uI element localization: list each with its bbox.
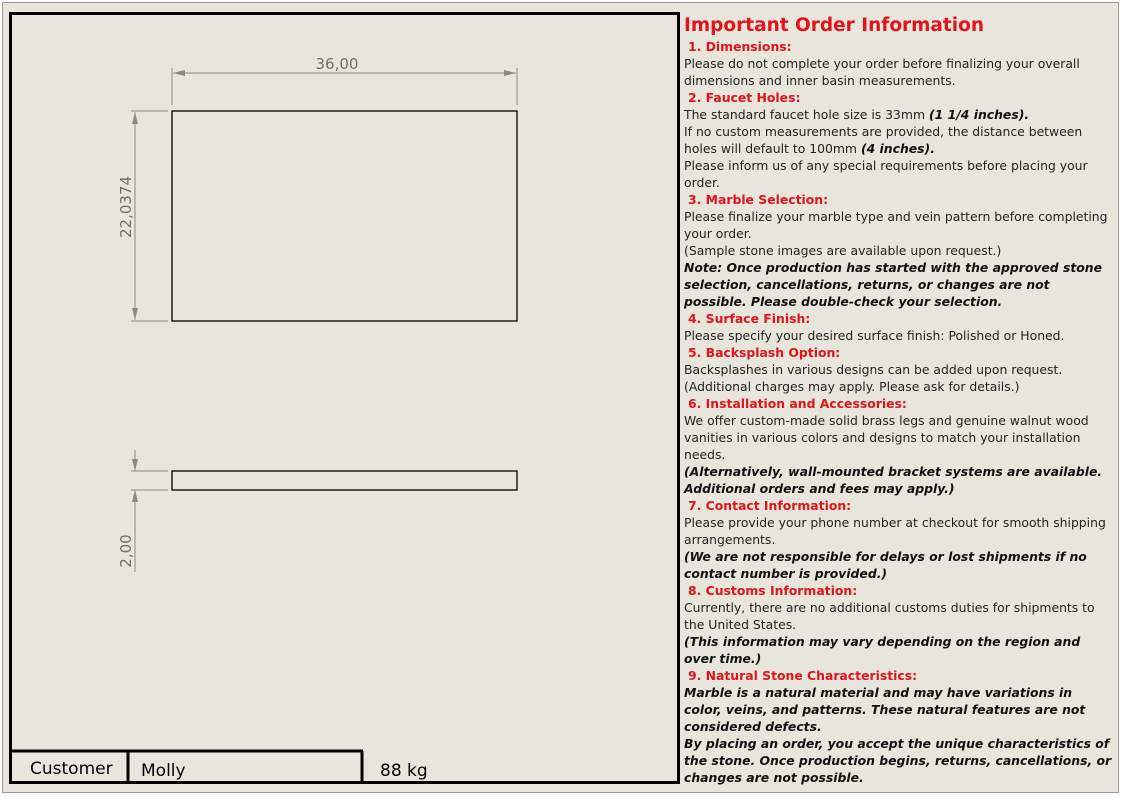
paragraph-text: We offer custom-made solid brass legs and genuine walnut wood vanities in various colors and designs to match your installation needs. xyxy=(684,413,1089,462)
section-heading: 9. Natural Stone Characteristics: xyxy=(688,668,918,683)
section-heading: 6. Installation and Accessories: xyxy=(688,396,907,411)
section-heading: 3. Marble Selection: xyxy=(688,192,829,207)
customer-name: Molly xyxy=(141,761,186,781)
section-heading: 4. Surface Finish: xyxy=(688,311,811,326)
section-paragraph xyxy=(684,514,1114,548)
paragraph-text: Marble is a natural material and may have variations in color, veins, and patterns. These natural features are not considered defects. xyxy=(684,685,1086,734)
height-arrow-bottom xyxy=(132,308,138,320)
height-arrow-top xyxy=(132,112,138,124)
section-paragraph xyxy=(684,378,1114,395)
section-paragraph xyxy=(684,123,1114,157)
section-heading: 1. Dimensions: xyxy=(688,39,792,54)
paragraph-text: Please provide your phone number at checkout for smooth shipping arrangements. xyxy=(684,515,1106,547)
section-heading: 7. Contact Information: xyxy=(688,498,852,513)
section-heading: 5. Backsplash Option: xyxy=(688,345,841,360)
section-paragraph xyxy=(684,208,1114,242)
paragraph-text: The standard faucet hole size is 33mm xyxy=(684,107,930,122)
width-arrow-left xyxy=(173,70,185,76)
section-paragraph xyxy=(684,259,1114,310)
thickness-arrow-bottom xyxy=(132,490,138,502)
thickness-arrow-top xyxy=(132,459,138,471)
section-heading: 8. Customs Information: xyxy=(688,583,858,598)
section-paragraph xyxy=(684,412,1114,463)
section-paragraph xyxy=(684,55,1114,89)
paragraph-text: Please do not complete your order before finalizing your overall dimensions and inner basin measurements. xyxy=(684,56,1080,88)
weight-value: 88 kg xyxy=(380,761,428,781)
section-paragraph xyxy=(684,157,1114,191)
info-title: Important Order Information xyxy=(684,15,984,36)
paragraph-text: Currently, there are no additional customs duties for shipments to the United States. xyxy=(684,600,1095,632)
section-paragraph xyxy=(684,327,1114,344)
paragraph-text: If no custom measurements are provided, the distance between holes will default to 100mm xyxy=(684,124,1083,156)
thickness-dimension-text: 2,00 xyxy=(117,534,135,568)
paragraph-text: Please inform us of any special requirements before placing your order. xyxy=(684,158,1088,190)
width-dimension-text: 36,00 xyxy=(315,55,359,73)
section-paragraph xyxy=(684,242,1114,259)
section-paragraph xyxy=(684,684,1114,735)
section-paragraph xyxy=(684,463,1114,497)
top-view-outline xyxy=(172,111,517,321)
width-arrow-right xyxy=(504,70,516,76)
section-paragraph xyxy=(684,735,1114,786)
height-dimension-text: 22,0374 xyxy=(117,175,135,239)
paragraph-text: (This information may vary depending on the region and over time.) xyxy=(684,634,1081,666)
info-sections xyxy=(684,38,1114,786)
paragraph-text: (Sample stone images are available upon request.) xyxy=(684,243,1002,258)
section-paragraph xyxy=(684,548,1114,582)
section-paragraph xyxy=(684,599,1114,633)
paragraph-text: (Additional charges may apply. Please ask for details.) xyxy=(684,379,1020,394)
paragraph-text: (We are not responsible for delays or lost shipments if no contact number is provided.) xyxy=(684,549,1087,581)
order-information-panel xyxy=(684,14,1114,786)
section-heading: 2. Faucet Holes: xyxy=(688,90,801,105)
paragraph-text: (Alternatively, wall-mounted bracket systems are available. Additional orders and fees may apply.) xyxy=(684,464,1103,496)
paragraph-text: Please finalize your marble type and vein pattern before completing your order. xyxy=(684,209,1108,241)
paragraph-text: (1 1/4 inches). xyxy=(929,107,1030,122)
section-paragraph xyxy=(684,106,1114,123)
section-paragraph xyxy=(684,633,1114,667)
paragraph-text: Please specify your desired surface finish: Polished or Honed. xyxy=(684,328,1065,343)
customer-label: Customer xyxy=(30,759,113,779)
paragraph-text: Backsplashes in various designs can be added upon request. xyxy=(684,362,1063,377)
paragraph-text: By placing an order, you accept the unique characteristics of the stone. Once production begins, returns, cancellations, or changes are not possible. xyxy=(684,736,1112,785)
section-paragraph xyxy=(684,361,1114,378)
paragraph-text: (4 inches). xyxy=(860,141,935,156)
paragraph-text: Note: Once production has started with the approved stone selection, cancellations, returns, or changes are not possible. Please double-check your selection. xyxy=(684,260,1103,309)
side-view-outline xyxy=(172,471,517,490)
